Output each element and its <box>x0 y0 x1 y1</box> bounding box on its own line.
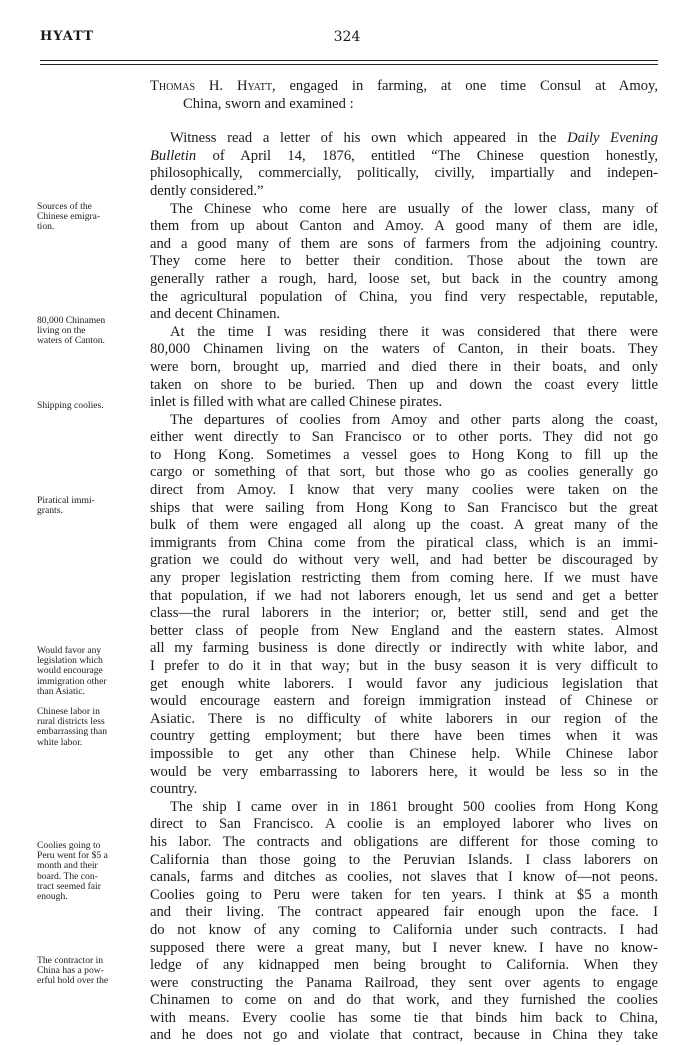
body-line: generally rather a rough, hard, loose set, but back in the country among <box>150 270 658 287</box>
body-line: class—the rural laborers in the interior; or, better still, send and get the <box>150 605 658 622</box>
body-line: either went directly to San Francisco or to other ports. They did not go <box>150 429 658 446</box>
body-line: and he does not go and violate that contract, because in China they take <box>150 1027 658 1044</box>
page-number: 324 <box>333 29 361 45</box>
body-line: inlet is filled with what are called Chinese pirates. <box>150 394 443 411</box>
header-rule <box>40 60 658 61</box>
body-line: were born, brought up, married and died there in their boats, and only <box>150 358 658 375</box>
body-line: The departures of coolies from Amoy and other parts along the coast, <box>170 411 658 428</box>
body-line: direct to San Francisco. A coolie is an employed laborer who lives on <box>150 816 658 833</box>
body-line: gration we could do without very well, and had better be discouraged by <box>150 552 658 569</box>
margin-note: Sources of the Chinese emigra- tion. <box>37 201 101 233</box>
margin-note: Would favor any legislation which would encourage immigration other than Asiatic. <box>37 645 107 697</box>
body-line: and decent Chinamen. <box>150 306 281 323</box>
body-line: the agricultural population of China, you find very respectable, reputable, <box>150 288 658 305</box>
body-line: country. <box>150 781 198 798</box>
margin-note: Chinese labor in rural districts less embarrassing than white labor. <box>37 706 108 748</box>
witness-name: Thomas H. Hyatt <box>150 78 272 94</box>
running-title: HYATT <box>40 29 94 44</box>
body-line: his labor. The contracts and obligations are different for those coming to <box>150 833 658 850</box>
body-line: The ship I came over in in 1861 brought 500 coolies from Hong Kong <box>170 798 658 815</box>
body-line: immigrants from China come from the piratical class, which is an immi- <box>150 534 658 551</box>
body-line: supposed there were a great many, but I never knew. I have no know- <box>150 939 658 956</box>
body-line: dently considered.” <box>150 182 264 199</box>
margin-note: Piratical immi- grants. <box>37 495 95 517</box>
body-line: get enough white laborers. I would favor any judicious legislation that <box>150 675 658 692</box>
body-line: and their living. The contract appeared fair enough upon the face. I <box>150 904 658 921</box>
margin-note: Coolies going to Peru went for $5 a month and their board. The con- tract seemed fair enough. <box>37 840 108 903</box>
body-line: and a good many of them are sons of farmers from the adjoining country. <box>150 235 658 252</box>
body-line: were constructing the Panama Railroad, they sent over agents to engage <box>150 974 658 991</box>
body-line: direct from Amoy. I know that very many coolies were taken on the <box>150 482 658 499</box>
body-line: canals, farms and ditches as coolies, not slaves that I know of—not peons. <box>150 869 658 886</box>
body-line: all my farming business is done directly or indirectly with white labor, and <box>150 640 658 657</box>
body-line: taken on shore to be buried. Then up and down the coast every little <box>150 376 658 393</box>
body-line: bulk of them were engaged all along up the coast. A great many of the <box>150 517 658 534</box>
body-line: with means. Every coolie has some tie that binds him back to China, <box>150 1009 658 1026</box>
body-line: country getting employment; but there have been times when it was <box>150 728 658 745</box>
body-line: to Hong Kong. Sometimes a vessel goes to Hong Kong to fill up the <box>150 446 658 463</box>
intro-line: Thomas H. Hyatt, engaged in farming, at one time Consul at Amoy, <box>150 78 658 94</box>
body-line: philosophically, commercially, politically, civilly, impartially and indepen- <box>150 165 658 182</box>
body-line: would be very embarrassing to laborers here, it would be less so in the <box>150 763 658 780</box>
body-text <box>150 78 658 1045</box>
body-line: better class of people from New England and the eastern states. Almost <box>150 622 658 639</box>
body-line: Bulletin of April 14, 1876, entitled “The Chinese question honestly, <box>150 147 658 164</box>
body-line: I prefer to do it in that way; but in the busy season it is very difficult to <box>150 658 658 674</box>
margin-note: The contractor in China has a pow- erful hold over the <box>37 955 109 987</box>
body-line: impossible to get any other than Chinese help. While Chinese labor <box>150 745 658 762</box>
body-line: ships that were sailing from Hong Kong to San Francisco but the great <box>150 499 658 516</box>
body-line: any proper legislation restricting them from coming here. If we must have <box>150 570 658 587</box>
body-line: them from up about Canton and Amoy. A good many of them are idle, <box>150 218 658 235</box>
body-line: Coolies going to Peru were taken for ten years. I think at $5 a month <box>150 886 658 903</box>
body-line: At the time I was residing there it was considered that there were <box>170 323 658 340</box>
body-line: Chinamen to come on and do that work, and they furnished the coolies <box>150 992 658 1009</box>
running-head <box>40 29 654 49</box>
body-line: The Chinese who come here are usually of the lower class, many of <box>170 200 658 217</box>
body-line: Witness read a letter of his own which appeared in the Daily Evening <box>170 130 658 147</box>
header-rule-thin <box>40 64 658 65</box>
intro-line: China, sworn and examined : <box>183 95 354 112</box>
body-line: They come here to better their condition. Those about the town are <box>150 253 658 270</box>
body-line: ledge of any kidnapped men being brought to California. When they <box>150 957 658 974</box>
body-line: that population, if we had not laborers enough, let us send and get a better <box>150 587 658 604</box>
body-line: 80,000 Chinamen living on the waters of Canton, in their boats. They <box>150 341 658 358</box>
body-line: Asiatic. There is no difficulty of white laborers in our region of the <box>150 710 658 727</box>
body-line: California than those going to the Peruvian Islands. I class laborers on <box>150 851 658 868</box>
body-line: would encourage eastern and foreign immigration instead of Chinese or <box>150 693 658 710</box>
body-line: cargo or something of that sort, but those who go as coolies generally go <box>150 464 658 481</box>
paragraph-gap <box>150 113 658 130</box>
margin-note: Shipping coolies. <box>37 400 104 411</box>
margin-note: 80,000 Chinamen living on the waters of Canton. <box>37 315 106 347</box>
body-line: do not know of any coming to California under such contracts. I had <box>150 921 658 938</box>
